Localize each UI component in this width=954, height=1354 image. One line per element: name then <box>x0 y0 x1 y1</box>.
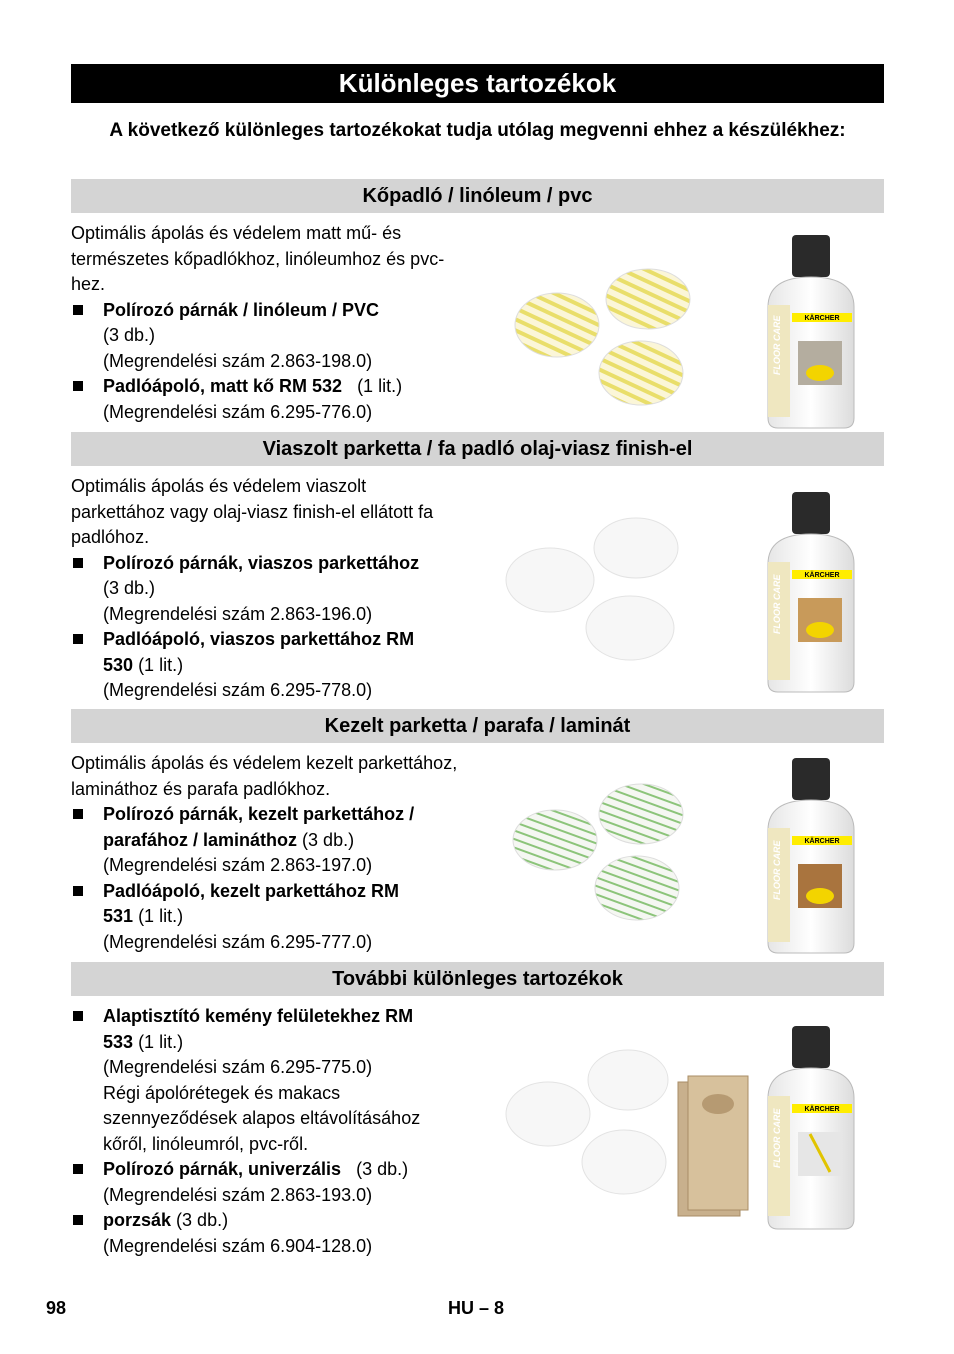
order-number: (Megrendelési szám 6.295-777.0) <box>103 931 373 952</box>
svg-text:KÄRCHER: KÄRCHER <box>804 315 840 322</box>
list-item: porzsák (3 db.) <box>71 1208 471 1234</box>
order-number: (Megrendelési szám 6.295-775.0) <box>103 1057 373 1077</box>
section-body-waxed-parquet <box>71 474 471 704</box>
svg-text:FLOOR CARE: FLOOR CARE <box>772 840 782 900</box>
list-item: Padlóápoló, kezelt parkettához RM 531 (1 lit.) <box>71 879 423 930</box>
product-image-other-accessories <box>500 1024 865 1234</box>
section-heading-waxed-parquet: Viaszolt parketta / fa padló olaj-viasz finish-el <box>71 432 884 466</box>
section-description: Optimális ápolás és védelem viaszolt parkettához vagy olaj-viasz finish-el ellátott fa padlóhoz. <box>71 476 434 547</box>
svg-text:FLOOR CARE: FLOOR CARE <box>772 574 782 634</box>
order-number: (Megrendelési szám 6.295-776.0) <box>103 401 373 422</box>
bullet-icon <box>73 1215 83 1225</box>
bullet-icon <box>73 305 83 315</box>
svg-text:KÄRCHER: KÄRCHER <box>804 1106 840 1113</box>
svg-text:FLOOR CARE: FLOOR CARE <box>772 1108 782 1168</box>
section-body-sealed-parquet <box>71 751 471 955</box>
section-description: Optimális ápolás és védelem kezelt parkettához, lamináthoz és parafa padlókhoz. <box>71 753 458 799</box>
page-title: Különleges tartozékok <box>71 64 884 103</box>
bullet-icon <box>73 886 83 896</box>
list-item: Polírozó párnák, univerzális (3 db.) <box>71 1157 471 1183</box>
section-body-other-accessories <box>71 1004 471 1259</box>
section-description: Optimális ápolás és védelem matt mű- és természetes kőpadlókhoz, linóleumhoz és pvc-hez. <box>71 223 445 294</box>
section-body-stone <box>71 221 471 425</box>
product-image-waxed-parquet <box>500 490 865 695</box>
section-heading-other-accessories: További különleges tartozékok <box>71 962 884 996</box>
dust-bags <box>678 1076 748 1216</box>
list-item: Padlóápoló, matt kő RM 532 (1 lit.) <box>71 374 471 400</box>
order-number: (Megrendelési szám 2.863-197.0) <box>103 855 373 875</box>
bullet-icon <box>73 381 83 391</box>
bullet-icon <box>73 1011 83 1021</box>
list-item: Padlóápoló, viaszos parkettához RM 530 (1 lit.) <box>71 627 433 678</box>
order-number: (Megrendelési szám 2.863-193.0) <box>103 1184 373 1205</box>
list-item: Polírozó párnák, kezelt parkettához / parafához / lamináthoz (3 db.) <box>71 802 473 853</box>
bullet-icon <box>73 558 83 568</box>
order-number: (Megrendelési szám 2.863-196.0) <box>103 603 373 624</box>
list-item: Polírozó párnák, viaszos parkettához (3 db.) <box>71 551 443 602</box>
page-number: 98 <box>46 1298 67 1318</box>
section-heading-stone: Kőpadló / linóleum / pvc <box>71 179 884 213</box>
order-number: (Megrendelési szám 6.904-128.0) <box>103 1235 373 1256</box>
list-item: Alaptisztító kemény felületekhez RM 533 (1 lit.) <box>71 1004 443 1055</box>
svg-text:FLOOR CARE: FLOOR CARE <box>772 315 782 375</box>
intro-text: A következő különleges tartozékokat tudja utólag megvenni ehhez a készülékhez: <box>109 120 846 141</box>
bullet-icon <box>73 634 83 644</box>
svg-text:KÄRCHER: KÄRCHER <box>804 572 840 579</box>
order-number: (Megrendelési szám 2.863-198.0) <box>103 350 373 371</box>
order-number: (Megrendelési szám 6.295-778.0) <box>103 680 373 700</box>
bullet-icon <box>73 1164 83 1174</box>
bullet-icon <box>73 809 83 819</box>
item-note: Régi ápolórétegek és makacs szennyeződések alapos eltávolításához kőről, linóleumról, pvc-ről. <box>103 1082 421 1154</box>
product-image-stone <box>505 235 865 430</box>
product-image-sealed-parquet <box>505 758 865 956</box>
section-heading-sealed-parquet: Kezelt parketta / parafa / laminát <box>71 709 884 743</box>
language-page-label: HU – 8 <box>448 1298 505 1318</box>
svg-text:KÄRCHER: KÄRCHER <box>804 838 840 845</box>
list-item: Polírozó párnák / linóleum / PVC (3 db.) <box>71 298 471 349</box>
